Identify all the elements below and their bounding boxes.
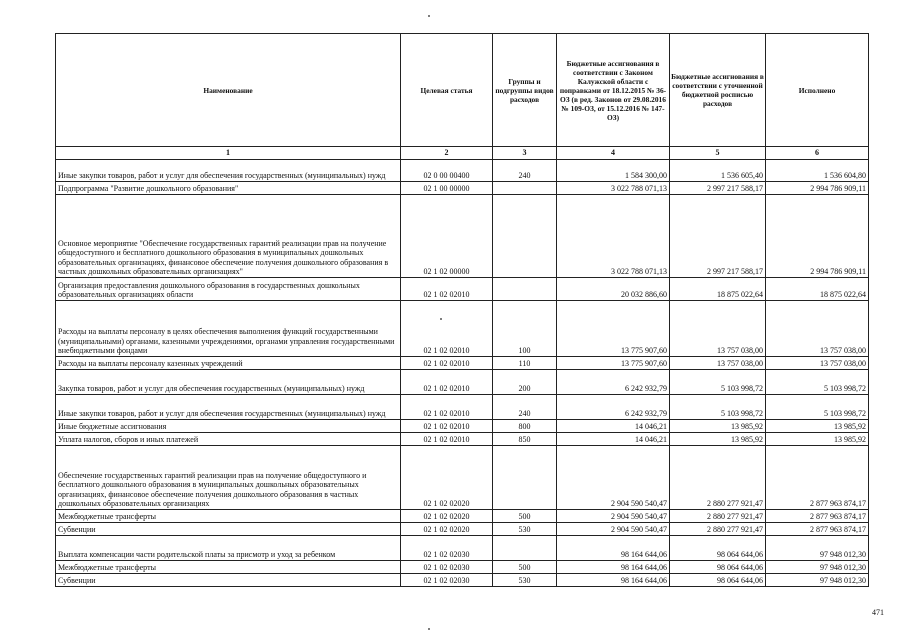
row-name: Субвенции	[56, 574, 401, 587]
row-target-code: 02 1 02 02020	[401, 446, 493, 510]
table-row	[56, 574, 869, 587]
row-executed-amount: 5 103 998,72	[766, 395, 869, 420]
column-number: 4	[557, 147, 670, 160]
row-executed-amount: 18 875 022,64	[766, 278, 869, 301]
row-group: 240	[493, 395, 557, 420]
header-law-allocations: Бюджетные ассигнования в соответствии с Законом Калужской области с поправками от 18.12.2015 № 36-ОЗ (в ред. Законов от 29.08.2016 № 109-ОЗ, от 15.12.2016 № 147-ОЗ)	[557, 34, 670, 147]
row-list-amount: 13 757 038,00	[670, 357, 766, 370]
row-name: Подпрограмма "Развитие дошкольного образования"	[56, 182, 401, 195]
row-name: Расходы на выплаты персоналу в целях обеспечения выполнения функций государственными (муниципальными) органами, казенными учреждениями, органами управления государственными внебюджетными фондами	[56, 301, 401, 357]
row-law-amount: 14 046,21	[557, 433, 670, 446]
row-list-amount: 5 103 998,72	[670, 370, 766, 395]
row-list-amount: 2 997 217 588,17	[670, 195, 766, 278]
row-name: Субвенции	[56, 523, 401, 536]
row-group: 100	[493, 301, 557, 357]
row-group: 200	[493, 370, 557, 395]
row-target-code: 02 1 02 02020	[401, 523, 493, 536]
row-law-amount: 1 584 300,00	[557, 160, 670, 182]
row-group: 500	[493, 510, 557, 523]
column-number: 5	[670, 147, 766, 160]
row-name: Иные закупки товаров, работ и услуг для обеспечения государственных (муниципальных) нужд	[56, 395, 401, 420]
row-law-amount: 13 775 907,60	[557, 301, 670, 357]
row-target-code: 02 1 02 02010	[401, 357, 493, 370]
row-law-amount: 98 164 644,06	[557, 536, 670, 561]
row-list-amount: 2 880 277 921,47	[670, 446, 766, 510]
table-row	[56, 357, 869, 370]
row-group: 530	[493, 523, 557, 536]
row-executed-amount: 2 877 963 874,17	[766, 446, 869, 510]
row-target-code: 02 1 02 02030	[401, 536, 493, 561]
table-row	[56, 182, 869, 195]
row-target-code: 02 1 02 02010	[401, 420, 493, 433]
header-executed: Исполнено	[766, 34, 869, 147]
row-list-amount: 98 064 644,06	[670, 574, 766, 587]
table-row	[56, 420, 869, 433]
row-executed-amount: 13 757 038,00	[766, 357, 869, 370]
budget-table	[55, 33, 869, 587]
table-row	[56, 370, 869, 395]
table-row	[56, 561, 869, 574]
row-law-amount: 98 164 644,06	[557, 561, 670, 574]
page-number: 471	[872, 608, 884, 617]
header-expense-group: Группы и подгруппы видов расходов	[493, 34, 557, 147]
row-executed-amount: 5 103 998,72	[766, 370, 869, 395]
row-target-code: 02 0 00 00400	[401, 160, 493, 182]
row-list-amount: 13 985,92	[670, 420, 766, 433]
table-row	[56, 395, 869, 420]
row-group: 800	[493, 420, 557, 433]
row-group: 500	[493, 561, 557, 574]
table-row	[56, 160, 869, 182]
row-group	[493, 182, 557, 195]
table-row	[56, 278, 869, 301]
row-list-amount: 2 880 277 921,47	[670, 510, 766, 523]
row-executed-amount: 13 757 038,00	[766, 301, 869, 357]
row-law-amount: 2 904 590 540,47	[557, 446, 670, 510]
row-group	[493, 446, 557, 510]
header-name: Наименование	[56, 34, 401, 147]
row-name: Организация предоставления дошкольного образования в государственных дошкольных образовательных организациях области	[56, 278, 401, 301]
row-executed-amount: 2 877 963 874,17	[766, 510, 869, 523]
row-list-amount: 5 103 998,72	[670, 395, 766, 420]
header-row	[56, 34, 869, 147]
row-executed-amount: 2 877 963 874,17	[766, 523, 869, 536]
row-law-amount: 20 032 886,60	[557, 278, 670, 301]
row-group	[493, 278, 557, 301]
row-group: 110	[493, 357, 557, 370]
row-name: Иные закупки товаров, работ и услуг для обеспечения государственных (муниципальных) нужд	[56, 160, 401, 182]
scan-speck	[428, 628, 430, 630]
row-group	[493, 195, 557, 278]
table-row	[56, 433, 869, 446]
row-executed-amount: 97 948 012,30	[766, 561, 869, 574]
column-number: 1	[56, 147, 401, 160]
table-row	[56, 510, 869, 523]
table-row	[56, 536, 869, 561]
row-law-amount: 13 775 907,60	[557, 357, 670, 370]
column-number: 2	[401, 147, 493, 160]
row-executed-amount: 97 948 012,30	[766, 574, 869, 587]
row-executed-amount: 2 994 786 909,11	[766, 195, 869, 278]
row-list-amount: 1 536 605,40	[670, 160, 766, 182]
row-target-code: 02 1 02 02020	[401, 510, 493, 523]
row-executed-amount: 2 994 786 909,11	[766, 182, 869, 195]
row-target-code: 02 1 02 02010	[401, 370, 493, 395]
row-executed-amount: 1 536 604,80	[766, 160, 869, 182]
row-list-amount: 2 880 277 921,47	[670, 523, 766, 536]
row-name: Уплата налогов, сборов и иных платежей	[56, 433, 401, 446]
row-group: 850	[493, 433, 557, 446]
row-law-amount: 14 046,21	[557, 420, 670, 433]
row-name: Выплата компенсации части родительской платы за присмотр и уход за ребенком	[56, 536, 401, 561]
row-group: 240	[493, 160, 557, 182]
row-target-code: 02 1 02 02030	[401, 561, 493, 574]
row-list-amount: 13 757 038,00	[670, 301, 766, 357]
row-law-amount: 6 242 932,79	[557, 370, 670, 395]
row-law-amount: 2 904 590 540,47	[557, 510, 670, 523]
row-target-code: 02 1 02 02030	[401, 574, 493, 587]
row-target-code: 02 1 02 02010	[401, 278, 493, 301]
row-name: Межбюджетные трансферты	[56, 510, 401, 523]
column-number: 6	[766, 147, 869, 160]
row-list-amount: 18 875 022,64	[670, 278, 766, 301]
row-target-code: 02 1 00 00000	[401, 182, 493, 195]
header-target-article: Целевая статья	[401, 34, 493, 147]
row-group	[493, 536, 557, 561]
row-list-amount: 2 997 217 588,17	[670, 182, 766, 195]
row-name: Основное мероприятие "Обеспечение государственных гарантий реализации прав на получение общедоступного и бесплатного дошкольного образования в муниципальных дошкольных образовательных организациях, финансовое обеспечение получения дошкольного образования в частных дошкольных образовательных организациях"	[56, 195, 401, 278]
row-law-amount: 6 242 932,79	[557, 395, 670, 420]
row-executed-amount: 13 985,92	[766, 420, 869, 433]
row-group: 530	[493, 574, 557, 587]
row-list-amount: 98 064 644,06	[670, 561, 766, 574]
scan-speck	[428, 15, 430, 17]
row-law-amount: 3 022 788 071,13	[557, 195, 670, 278]
row-list-amount: 98 064 644,06	[670, 536, 766, 561]
row-name: Межбюджетные трансферты	[56, 561, 401, 574]
table-row	[56, 446, 869, 510]
row-target-code: 02 1 02 02010	[401, 433, 493, 446]
row-target-code: 02 1 02 02010	[401, 395, 493, 420]
table-row	[56, 195, 869, 278]
row-target-code: 02 1 02 00000	[401, 195, 493, 278]
header-budget-list: Бюджетные ассигнования в соответствии с уточненной бюджетной росписью расходов	[670, 34, 766, 147]
row-name: Иные бюджетные ассигнования	[56, 420, 401, 433]
row-name: Закупка товаров, работ и услуг для обеспечения государственных (муниципальных) нужд	[56, 370, 401, 395]
row-name: Обеспечение государственных гарантий реализации прав на получение общедоступного и бесплатного дошкольного образования в муниципальных дошкольных образовательных организациях, финансовое обеспечение получения дошкольного образования в частных дошкольных образовательных организациях	[56, 446, 401, 510]
row-target-code: 02 1 02 02010	[401, 301, 493, 357]
column-number-row	[56, 147, 869, 160]
row-law-amount: 2 904 590 540,47	[557, 523, 670, 536]
column-number: 3	[493, 147, 557, 160]
row-law-amount: 98 164 644,06	[557, 574, 670, 587]
row-law-amount: 3 022 788 071,13	[557, 182, 670, 195]
row-list-amount: 13 985,92	[670, 433, 766, 446]
table-row	[56, 301, 869, 357]
row-executed-amount: 97 948 012,30	[766, 536, 869, 561]
row-name: Расходы на выплаты персоналу казенных учреждений	[56, 357, 401, 370]
table-row	[56, 523, 869, 536]
row-executed-amount: 13 985,92	[766, 433, 869, 446]
